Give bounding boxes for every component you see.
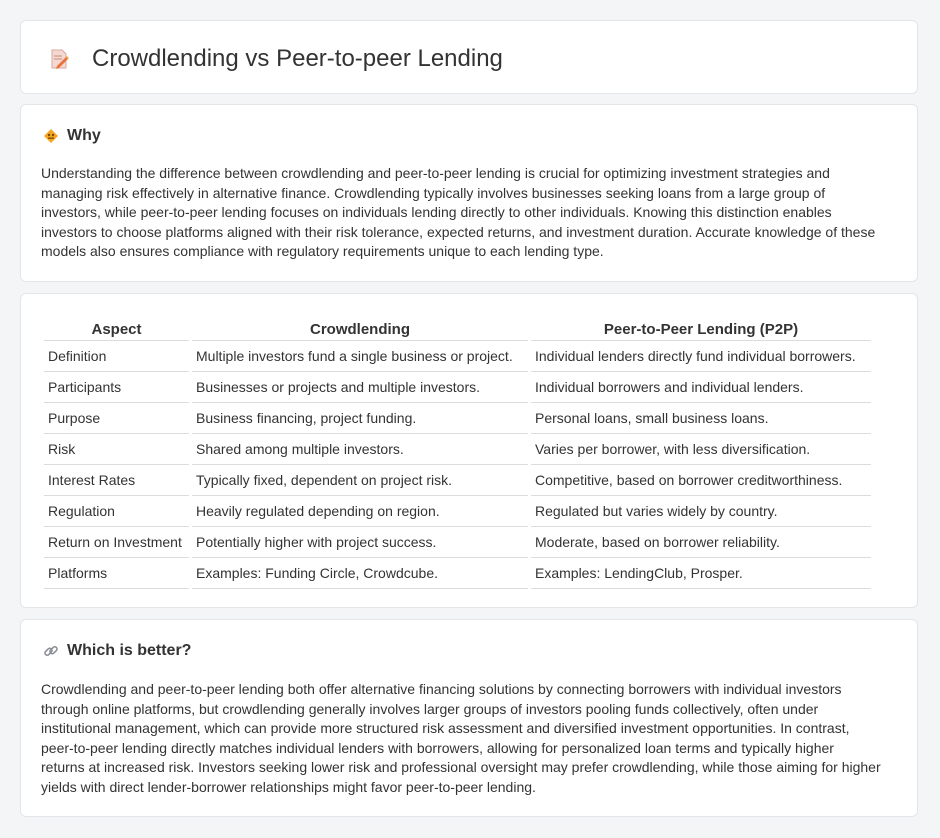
crowdlending-cell: Examples: Funding Circle, Crowdcube. xyxy=(192,558,528,589)
diamond-sign-icon xyxy=(43,128,59,144)
p2p-cell: Varies per borrower, with less diversification. xyxy=(531,434,871,465)
table-row xyxy=(44,434,871,465)
p2p-cell: Personal loans, small business loans. xyxy=(531,403,871,434)
better-heading-row xyxy=(43,641,191,661)
comparison-card xyxy=(20,293,918,608)
table-row xyxy=(44,558,871,589)
page-title: Crowdlending vs Peer-to-peer Lending xyxy=(92,45,503,72)
table-row xyxy=(44,465,871,496)
crowdlending-cell: Potentially higher with project success. xyxy=(192,527,528,558)
crowdlending-cell: Heavily regulated depending on region. xyxy=(192,496,528,527)
table-header-row xyxy=(44,314,871,341)
aspect-cell: Definition xyxy=(44,341,189,372)
aspect-cell: Platforms xyxy=(44,558,189,589)
p2p-cell: Examples: LendingClub, Prosper. xyxy=(531,558,871,589)
why-section xyxy=(20,104,918,282)
aspect-cell: Interest Rates xyxy=(44,465,189,496)
table-row xyxy=(44,527,871,558)
column-header-p2p: Peer-to-Peer Lending (P2P) xyxy=(531,314,871,341)
table-row xyxy=(44,496,871,527)
document-pencil-icon xyxy=(48,48,70,70)
why-text: Understanding the difference between crowdlending and peer-to-peer lending is crucial for optimizing investment strategies and managing risk effectively in alternative finance. Crowdlending typically involves businesses seeking loans from a large group of investors, while peer-to-peer lending focuses on individuals lending directly to other individuals. Knowing this distinction enables investors to choose platforms aligned with their risk tolerance, expected returns, and investment duration. Accurate knowledge of these models also ensures compliance with regulatory requirements unique to each lending type. xyxy=(41,165,876,259)
crowdlending-cell: Businesses or projects and multiple investors. xyxy=(192,372,528,403)
p2p-cell: Individual lenders directly fund individual borrowers. xyxy=(531,341,871,372)
aspect-cell: Participants xyxy=(44,372,189,403)
aspect-cell: Return on Investment xyxy=(44,527,189,558)
p2p-cell: Competitive, based on borrower creditworthiness. xyxy=(531,465,871,496)
table-row xyxy=(44,372,871,403)
why-heading-row xyxy=(43,126,101,146)
p2p-cell: Individual borrowers and individual lenders. xyxy=(531,372,871,403)
aspect-cell: Risk xyxy=(44,434,189,465)
aspect-cell: Regulation xyxy=(44,496,189,527)
table-row xyxy=(44,403,871,434)
link-icon xyxy=(43,643,59,659)
why-heading: Why xyxy=(67,127,101,144)
header-card xyxy=(20,20,918,94)
p2p-cell: Moderate, based on borrower reliability. xyxy=(531,527,871,558)
crowdlending-cell: Multiple investors fund a single business or project. xyxy=(192,341,528,372)
crowdlending-cell: Business financing, project funding. xyxy=(192,403,528,434)
better-text: Crowdlending and peer-to-peer lending both offer alternative financing solutions by connecting borrowers with individual investors through online platforms, but crowdlending generally involves larger groups of investors pooling funds collectively, often under institutional management, which can provide more structured risk assessment and diversified investment opportunities. In contrast, peer-to-peer lending directly matches individual lenders with borrowers, allowing for personalized loan terms and typically higher returns at increased risk. Investors seeking lower risk and professional oversight may prefer crowdlending, while those aiming for higher yields with direct lender-borrower relationships might favor peer-to-peer lending. xyxy=(41,681,881,795)
p2p-cell: Regulated but varies widely by country. xyxy=(531,496,871,527)
aspect-cell: Purpose xyxy=(44,403,189,434)
table-row xyxy=(44,341,871,372)
comparison-table xyxy=(41,314,874,589)
crowdlending-cell: Typically fixed, dependent on project risk. xyxy=(192,465,528,496)
crowdlending-cell: Shared among multiple investors. xyxy=(192,434,528,465)
which-is-better-section xyxy=(20,619,918,817)
column-header-aspect: Aspect xyxy=(44,314,189,341)
column-header-crowdlending: Crowdlending xyxy=(192,314,528,341)
better-heading: Which is better? xyxy=(67,642,192,659)
